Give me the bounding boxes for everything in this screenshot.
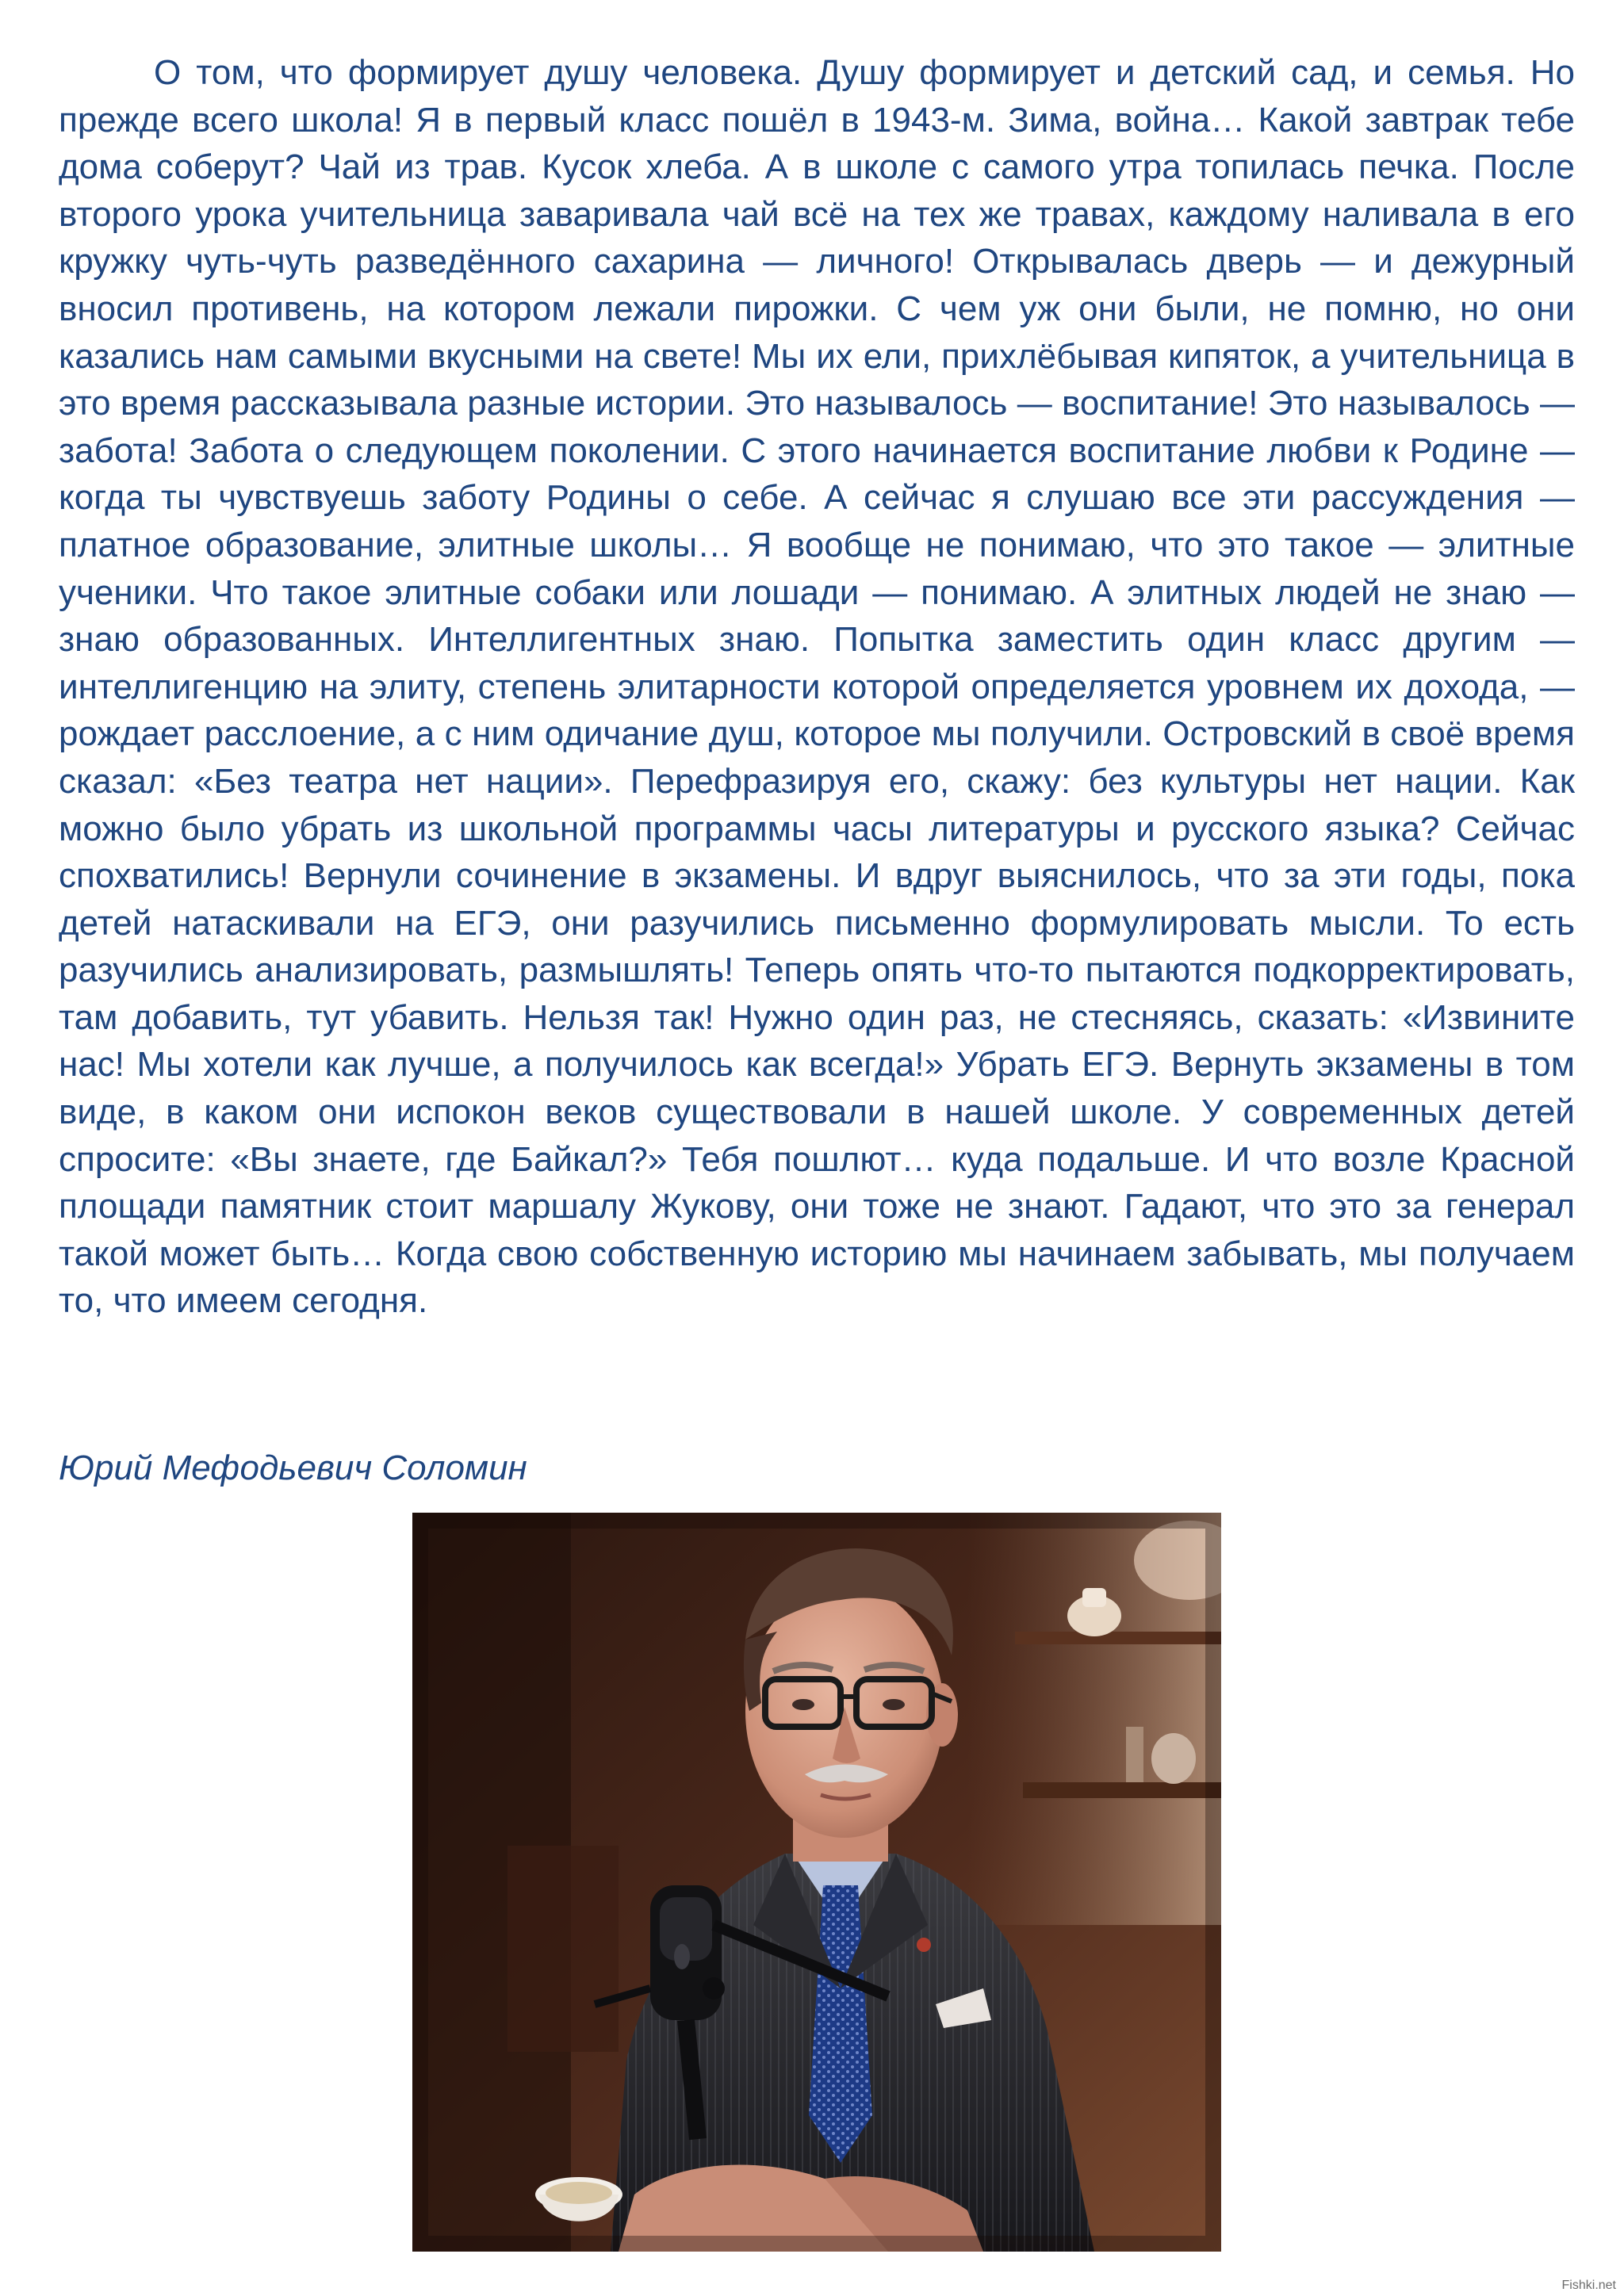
site-watermark: Fishki.net [1561,2279,1616,2292]
author-portrait-photo [412,1513,1221,2252]
author-signature: Юрий Мефодьевич Соломин [59,1448,527,1487]
quote-body-text: О том, что формирует душу человека. Душу формирует и детский сад, и семья. Но прежде всего школа! Я в первый класс пошёл в 1943-м. Зима, война… Какой завтрак тебе дома соберут? Чай из трав. Кусок хлеба. А в школе с самого утра топилась печка. После второго урока учительница заваривала чай всё на тех же травах, каждому наливала в его кружку чуть-чуть разведённого сахарина — личного! Открывалась дверь — и дежурный вносил противень, на котором лежали пирожки. С чем уж они были, не помню, но они казались нам самыми вкусными на свете! Мы их ели, прихлёбывая кипяток, а учительница в это время рассказывала разные истории. Это называлось — воспитание! Это называлось — забота! Забота о следующем поколении. С этого начинается воспитание любви к Родине — когда ты чувствуешь заботу Родины о себе. А сейчас я слушаю все эти рассуждения — платное образование, элитные школы… Я вообще не понимаю, что это такое — элитные ученики. Что такое элитные собаки или лошади — понимаю. А элитных людей не знаю — знаю образованных. Интеллигентных знаю. Попытка заместить один класс другим — интеллигенцию на элиту, степень элитарности которой определяется уровнем их дохода, — рождает расслоение, а с ним одичание душ, которое мы получили. Островский в своё время сказал: «Без театра нет нации». Перефразируя его, скажу: без культуры нет нации. Как можно было убрать из школьной программы часы литературы и русского языка? Сейчас спохватились! Вернули сочинение в экзамены. И вдруг выяснилось, что за эти годы, пока детей натаскивали на ЕГЭ, они разучились письменно формулировать мысли. То есть разучились анализировать, размышлять! Теперь опять что-то пытаются подкорректировать, там добавить, тут убавить. Нельзя так! Нужно один раз, не стесняясь, сказать: «Извините нас! Мы хотели как лучше, а получилось как всегда!» Убрать ЕГЭ. Вернуть экзамены в том виде, в каком они испокон веков существовали в нашей школе. У современных детей спросите: «Вы знаете, где Байкал?» Тебя пошлют… куда подальше. И что возле Красной площади памятник стоит маршалу Жукову, они тоже не знают. Гадают, что это за генерал такой может быть… Когда свою собственную историю мы начинаем забывать, мы получаем то, что имеем сегодня. [59,53,1575,1321]
portrait-illustration [412,1513,1221,2252]
